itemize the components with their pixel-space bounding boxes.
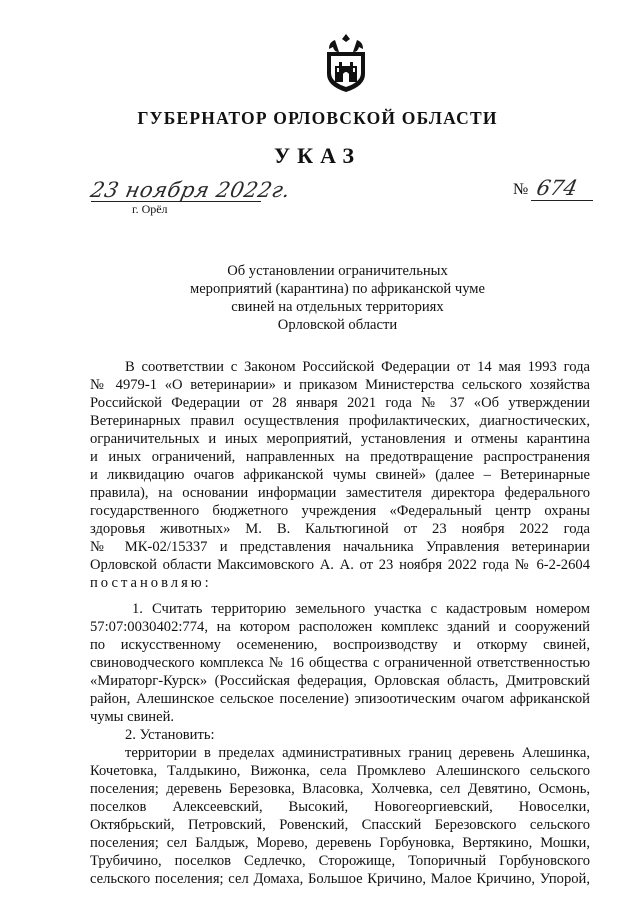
preamble-line: № МК-02/15337 и представления начальника Управления ветеринарии [90, 539, 590, 555]
handwritten-date: 23 ноября 2022г. [88, 178, 293, 202]
item2-line: Кочетовка, Талдыкино, Вижонка, села Промклево Алешинского сельского [90, 763, 590, 779]
item1-line: 57:07:0030402:774, на котором расположен комплекс зданий и сооружений [90, 619, 590, 635]
item2-line: поселения; деревень Березовка, Власовка, Холчевка, сел Девятино, Осмонь, [90, 781, 590, 797]
city-label: г. Орёл [132, 202, 168, 216]
date-underline [91, 201, 261, 202]
item2-heading: 2. Установить: [125, 727, 215, 743]
item1-line: «Мираторг-Курск» (Российская федерация, Орловская область, Дмитровский [90, 673, 590, 689]
item2-line: поселения; сел Балдыж, Морево, деревень Горбуновка, Вертякино, Мошки, [90, 835, 590, 851]
handwritten-number: 674 [534, 176, 580, 200]
preamble-line: Ветеринарных правил осуществления профилактических, диагностических, [90, 413, 590, 429]
preamble-line: Орловской области Максимовского А. А. от 23 ноября 2022 года № 6-2-2604 [90, 557, 590, 573]
subject-line: мероприятий (карантина) по африканской чуме [189, 281, 486, 297]
subject-line: Об установлении ограничительных [227, 263, 448, 279]
preamble-line: здоровья животных» М. В. Кальтюгиной от 23 ноября 2022 года [90, 521, 590, 537]
preamble-line: Российской Федерации от 28 января 2021 года № 37 «Об утверждении [90, 395, 590, 411]
item-2 [90, 726, 590, 888]
preamble [90, 358, 590, 592]
preamble-line: В соответствии с Законом Российской Федерации от 14 мая 1993 года [125, 359, 590, 375]
item1-line: по искусственному осеменению, воспроизводству и откорму свиней, [90, 637, 590, 653]
resolution-word: постановляю: [90, 575, 212, 591]
item2-line: сельского поселения; сел Домаха, Большое Кричино, Малое Кричино, Упорой, [90, 871, 590, 887]
item1-line: район, Алешинское сельское поселение) эпизоотическим очагом африканской [90, 691, 590, 707]
item1-line: 1. Считать территорию земельного участка с кадастровым номером [132, 601, 590, 617]
document-type: УКАЗ [273, 143, 362, 168]
number-label: № [513, 181, 529, 198]
preamble-line: государственного бюджетного учреждения «Федеральный центр охраны [90, 503, 590, 519]
item1-line: свиноводческого комплекса № 16 общества с ограниченной ответственностью [90, 655, 590, 671]
issuing-authority: ГУБЕРНАТОР ОРЛОВСКОЙ ОБЛАСТИ [137, 108, 498, 128]
preamble-line: ограничительных и иных мероприятий, установления и отмены карантина [90, 431, 590, 447]
preamble-line: и иных ограничений, направленных на предотвращение распространения [90, 449, 590, 465]
subject-line: свиней на отдельных территориях [231, 299, 444, 315]
subject-line: Орловской области [277, 317, 398, 333]
preamble-line: правила), на основании информации заместителя директора федерального [90, 485, 590, 501]
item2-line: Октябрьский, Петровский, Ровенский, Спасский Березовского сельского [90, 817, 590, 833]
preamble-line: и ликвидацию очагов африканской чумы свиней» (далее – Ветеринарные [90, 467, 590, 483]
item2-line: поселков Алексеевский, Высокий, Новогеоргиевский, Новоселки, [90, 799, 590, 815]
item2-line: Трубичино, поселков Седлечко, Сторожище, Топоричный Горбуновского [90, 853, 590, 869]
coat-of-arms-icon [321, 32, 371, 94]
decree-subject [150, 262, 525, 334]
item-1 [90, 600, 590, 726]
number-underline [531, 200, 593, 201]
preamble-line: № 4979-1 «О ветеринарии» и приказом Министерства сельского хозяйства [90, 377, 590, 393]
item1-line: чумы свиней. [90, 709, 175, 725]
item2-line: территории в пределах административных границ деревень Алешинка, [125, 745, 590, 761]
